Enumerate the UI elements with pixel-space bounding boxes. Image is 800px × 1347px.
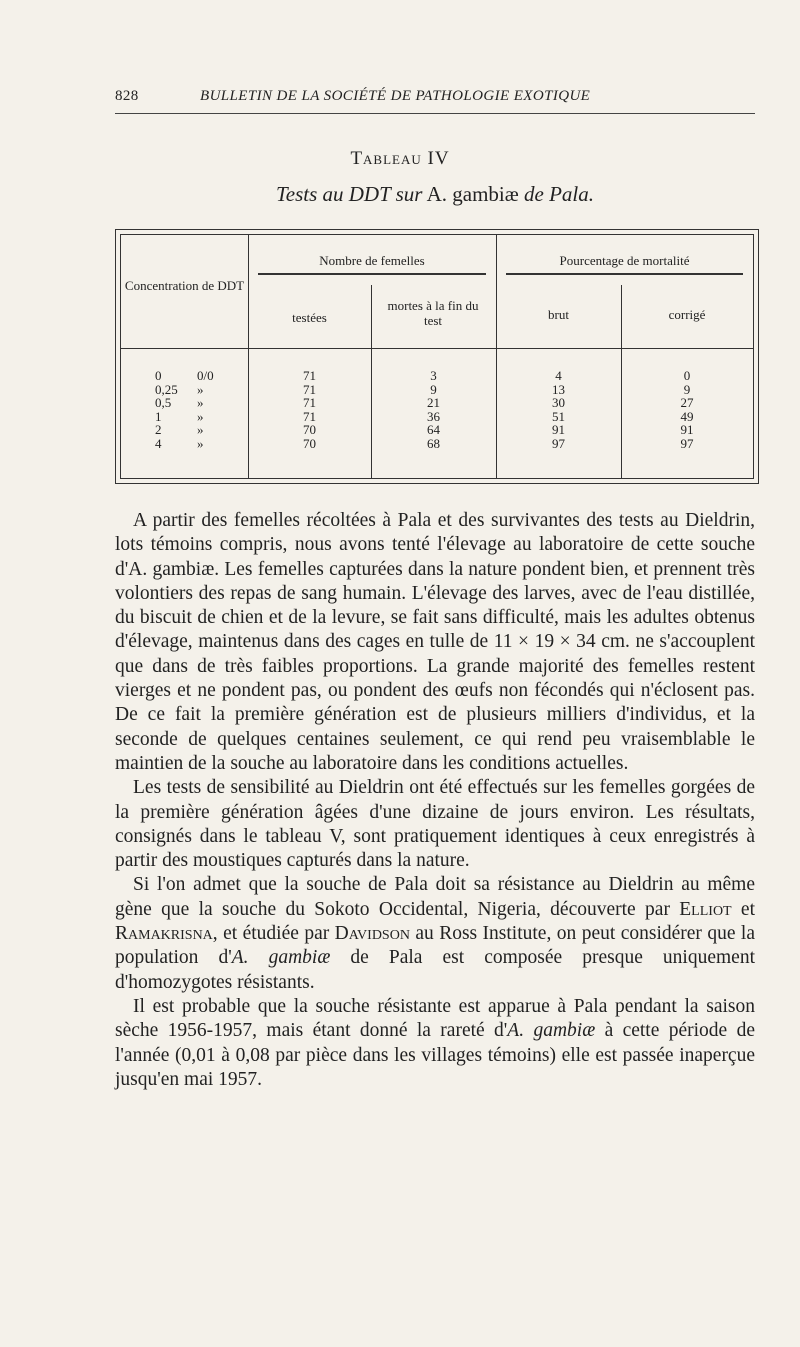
author-elliot: Elliot <box>679 898 732 920</box>
table-cell: 0 <box>683 368 691 383</box>
paragraph-4-text-b: à cette période de l'année (0,01 à 0,08 par pièce dans les villages témoins) elle est passée inaperçue jusqu'en mai 1957. <box>115 1020 755 1090</box>
paragraph-3 <box>115 873 755 994</box>
table-cell: 0/0 <box>197 368 214 383</box>
table-cell: 70 <box>303 435 316 451</box>
paragraph-4-text-a: Il est probable que la souche résistante est apparue à Pala pendant la saison sèche 1956-1957, mais étant donné la rareté d' <box>115 995 755 1042</box>
data-table <box>115 229 759 484</box>
paragraph-3-text-e: de Pala est composée presque uniquement d'homozygotes résistants. <box>115 947 755 993</box>
table-cell: 71 <box>303 395 316 410</box>
table-cell: 0,25 <box>155 381 178 397</box>
table-cell: 30 <box>552 395 565 410</box>
caption-part2: de Pala. <box>524 182 594 206</box>
table-cell: 1 <box>155 408 162 424</box>
species-name: A. gambiæ <box>507 1020 596 1042</box>
table-cell: » <box>197 395 204 410</box>
paragraph-1: A partir des femelles récoltées à Pala et des survivantes des tests au Dieldrin, lots témoins compris, nous avons tenté l'élevage au laboratoire de cette souche d'A. gambiæ. Les femelles capturées dans la nature pondent bien, et prennent très volontiers des repas de sang humain. L'élevage des larves, avec de l'eau distillée, du biscuit de chien et de la levure, se fait sans difficulté, mais les adultes obtenus d'élevage, maintenus dans des cages en tulle de 11 × 19 × 34 cm. ne s'accouplent que dans de très faibles proportions. La grande majorité des femelles restent vierges et ne pondent pas, ou pondent des œufs non fécondés qui n'éclosent pas. De ce fait la première génération est de plusieurs milliers d'individus, et la seconde de quelques centaines seulement, ce qui rend peu vraisemblable le maintien de la souche au laboratoire dans les conditions actuelles. <box>115 510 755 774</box>
header-testees: testées <box>292 310 327 325</box>
table-cell: » <box>197 422 204 437</box>
header-pourcentage: Pourcentage de mortalité <box>559 253 690 268</box>
species-name: A. gambiæ <box>231 947 331 969</box>
table-cell: 91 <box>680 422 694 437</box>
paragraph-3-text-b: et <box>731 898 756 920</box>
table-cell: 71 <box>303 381 316 397</box>
table-cell: 27 <box>680 395 694 410</box>
table-cell: 71 <box>303 368 316 383</box>
table-cell: 3 <box>430 368 437 383</box>
header-brut: brut <box>548 307 569 322</box>
page-number: 828 <box>115 88 139 104</box>
table-cell: 0,5 <box>155 395 172 410</box>
table-cell: 21 <box>427 395 440 410</box>
caption-part1: Tests au DDT sur <box>276 182 423 206</box>
header-concentration: Concentration de DDT <box>124 278 245 293</box>
table-cell: 0 <box>155 368 162 383</box>
caption-species: gambiæ <box>452 182 519 206</box>
table-cell: » <box>197 435 204 451</box>
table-cell: 68 <box>427 435 440 451</box>
table-cell: 36 <box>427 408 440 424</box>
author-davidson: Davidson <box>334 923 410 945</box>
table-cell: 64 <box>427 422 440 437</box>
table-cell: 97 <box>680 435 694 451</box>
table-cell: 13 <box>552 381 565 397</box>
header-mortes: mortes à la fin du test <box>387 298 479 328</box>
table-cell: 4 <box>555 368 562 383</box>
paragraph-2: Les tests de sensibilité au Dieldrin ont été effectués sur les femelles gorgées de la première génération âgées d'une dizaine de jours environ. Les résultats, consignés dans le tableau V, sont pratiquement identiques à ceux enregistrés à partir des moustiques capturés dans la nature. <box>115 777 755 872</box>
table-label: Tableau IV <box>350 148 450 169</box>
paragraph-3-text-d: au Ross Institute, on peut considérer que la population d' <box>115 923 755 969</box>
running-head <box>115 88 755 114</box>
table-cell: 97 <box>552 435 565 451</box>
header-nombre: Nombre de femelles <box>319 253 425 268</box>
body-text <box>115 509 755 1092</box>
table-cell: 9 <box>683 381 691 397</box>
table-cell: 51 <box>552 408 565 424</box>
table-cell: 49 <box>680 408 694 424</box>
table-cell: 91 <box>552 422 565 437</box>
table-caption <box>0 182 800 207</box>
author-ramakrisna: Ramakrisna <box>115 923 213 945</box>
caption-species-abbrev: A. <box>426 182 447 206</box>
table-cell: 71 <box>303 408 316 424</box>
paragraph-4 <box>115 995 755 1092</box>
table-cell: 9 <box>430 381 437 397</box>
journal-title: BULLETIN DE LA SOCIÉTÉ DE PATHOLOGIE EXOTIQUE <box>200 88 591 104</box>
paragraph-3-text-a: Si l'on admet que la souche de Pala doit sa résistance au Dieldrin au même gène que la souche du Sokoto Occidental, Nigeria, découverte par <box>115 874 755 920</box>
table-cell: » <box>197 381 204 397</box>
paragraph-3-text-c: , et étudiée par <box>212 923 335 945</box>
header-corrige: corrigé <box>668 307 706 322</box>
table-cell: 2 <box>155 422 162 437</box>
table-cell: 70 <box>303 422 316 437</box>
table-cell: » <box>197 408 204 424</box>
table-cell: 4 <box>155 435 162 451</box>
